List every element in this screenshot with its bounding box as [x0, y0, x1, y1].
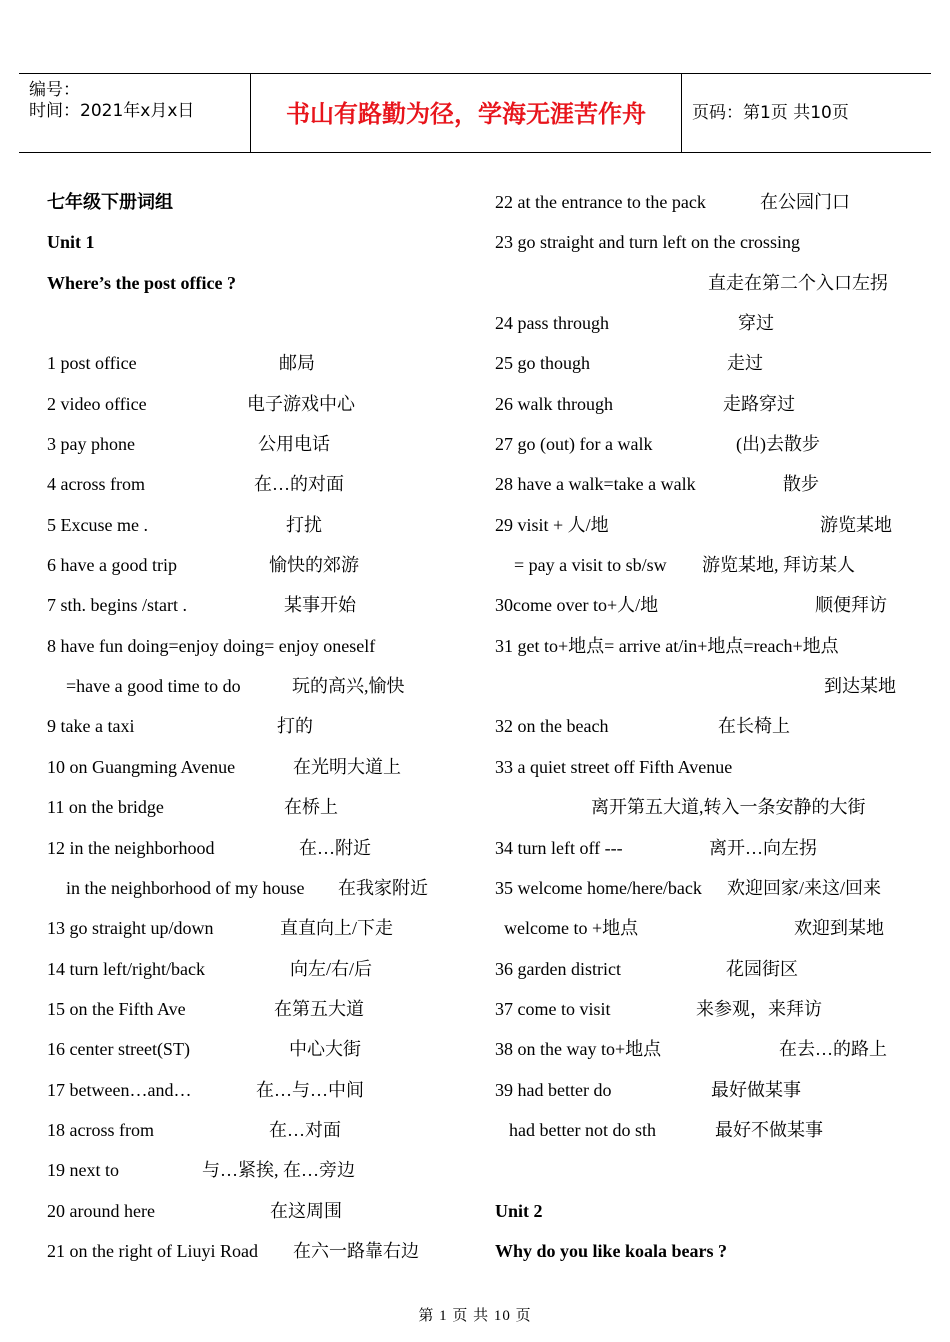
phrase-english: 13 go straight up/down [47, 918, 214, 939]
phrase-chinese: 邮局 [279, 353, 315, 374]
phrase-row [47, 545, 467, 585]
phrase-english: 23 go straight and turn left on the crossing [495, 232, 800, 253]
phrase-row [495, 706, 905, 746]
phrase-chinese: 离开第五大道,转入一条安静的大街 [591, 797, 866, 818]
phrase-row [495, 828, 905, 868]
phrase-row [47, 505, 467, 545]
phrase-chinese: 打的 [277, 716, 313, 737]
number-label: 编号： [29, 80, 80, 100]
phrase-row [495, 1110, 905, 1150]
phrase-row [47, 989, 467, 1029]
phrase-row [47, 666, 467, 706]
phrase-chinese: 顺便拜访 [815, 595, 887, 616]
phrase-english: 27 go (out) for a walk [495, 434, 653, 455]
phrase-english: 36 garden district [495, 958, 621, 979]
phrase-row [495, 545, 905, 585]
phrase-row [47, 908, 467, 948]
phrase-row [495, 908, 905, 948]
phrase-chinese: (出)去散步 [736, 434, 820, 455]
phrase-row [47, 787, 467, 827]
phrase-row [495, 666, 905, 706]
phrase-chinese: 欢迎回家/来这/回来 [727, 877, 882, 898]
phrase-row [47, 1191, 467, 1231]
phrase-chinese: 公用电话 [258, 434, 330, 455]
phrase-english: 21 on the right of Liuyi Road [47, 1240, 258, 1261]
phrase-row [47, 384, 467, 424]
phrase-chinese: 在…附近 [299, 837, 371, 858]
phrase-chinese: 直直向上/下走 [280, 918, 394, 939]
phrase-chinese: 直走在第二个入口左拐 [708, 272, 888, 293]
phrase-row [47, 1150, 467, 1190]
right-column [495, 182, 905, 1271]
section-heading: Where’s the post office ? [47, 272, 236, 293]
phrase-english: had better not do sth [509, 1119, 656, 1140]
phrase-row [495, 424, 905, 464]
phrase-chinese: 离开…向左拐 [709, 837, 817, 858]
phrase-row [495, 626, 905, 666]
phrase-row [47, 1110, 467, 1150]
phrase-row [47, 182, 467, 222]
phrase-row [495, 303, 905, 343]
phrase-chinese: 最好不做某事 [715, 1119, 823, 1140]
phrase-chinese: 与…紧挨, 在…旁边 [202, 1160, 355, 1181]
phrase-chinese: 散步 [783, 474, 819, 495]
phrase-row [47, 222, 467, 262]
section-heading: 七年级下册词组 [47, 192, 173, 212]
phrase-english: 2 video office [47, 393, 147, 414]
phrase-chinese: 玩的高兴,愉快 [292, 676, 405, 697]
phrase-chinese: 在六一路靠右边 [293, 1240, 419, 1261]
phrase-english: 24 pass through [495, 313, 609, 334]
phrase-row [47, 343, 467, 383]
phrase-row [47, 585, 467, 625]
header-motto-cell [251, 74, 682, 152]
document-header [19, 73, 931, 153]
phrase-row [495, 384, 905, 424]
phrase-english: 6 have a good trip [47, 555, 177, 576]
phrase-english: 14 turn left/right/back [47, 958, 205, 979]
phrase-english: 25 go though [495, 353, 591, 374]
phrase-row [495, 222, 905, 262]
phrase-row [495, 989, 905, 1029]
phrase-english: 7 sth. begins /start . [47, 595, 187, 616]
phrase-chinese: 愉快的郊游 [269, 555, 359, 576]
phrase-english: 19 next to [47, 1160, 119, 1181]
phrase-english: = pay a visit to sb/sw [514, 555, 667, 576]
phrase-english: 8 have fun doing=enjoy doing= enjoy oneself [47, 635, 376, 656]
phrase-row [495, 464, 905, 504]
page-footer: 第 1 页 共 10 页 [418, 1308, 532, 1324]
phrase-chinese: 电子游戏中心 [247, 393, 355, 414]
phrase-chinese: 最好做某事 [711, 1079, 801, 1100]
phrase-english: 11 on the bridge [47, 797, 164, 818]
phrase-row [47, 1070, 467, 1110]
phrase-row [47, 464, 467, 504]
phrase-chinese: 走路穿过 [723, 393, 795, 414]
phrase-chinese: 在…的对面 [254, 474, 344, 495]
phrase-english: 17 between…and… [47, 1079, 192, 1100]
phrase-chinese: 向左/右/后 [290, 958, 373, 979]
phrase-row [495, 182, 905, 222]
phrase-english: 26 walk through [495, 393, 613, 414]
phrase-chinese: 走过 [727, 353, 763, 374]
phrase-english: welcome to +地点 [504, 918, 639, 939]
phrase-row [495, 1029, 905, 1069]
section-heading: Unit 1 [47, 232, 95, 253]
phrase-chinese: 在去…的路上 [779, 1039, 887, 1060]
phrase-row [47, 706, 467, 746]
phrase-chinese: 在光明大道上 [293, 756, 401, 777]
phrase-row [495, 1231, 905, 1271]
phrase-chinese: 在我家附近 [338, 877, 428, 898]
phrase-english: 18 across from [47, 1119, 154, 1140]
phrase-row [495, 1150, 905, 1190]
phrase-chinese: 欢迎到某地 [794, 918, 884, 939]
phrase-chinese: 到达某地 [824, 676, 896, 697]
phrase-row [495, 585, 905, 625]
phrase-english: 38 on the way to+地点 [495, 1039, 662, 1060]
phrase-english: 4 across from [47, 474, 145, 495]
phrase-english: 34 turn left off --- [495, 837, 623, 858]
phrase-chinese: 游览某地, 拜访某人 [702, 555, 855, 576]
left-column [47, 182, 467, 1271]
phrase-chinese: 在长椅上 [718, 716, 790, 737]
phrase-row [47, 949, 467, 989]
phrase-english: 37 come to visit [495, 998, 611, 1019]
phrase-row [495, 343, 905, 383]
motto: 书山有路勤为径，学海无涯苦作舟 [286, 100, 646, 128]
phrase-row [47, 747, 467, 787]
phrase-row [47, 424, 467, 464]
phrase-chinese: 在…与…中间 [256, 1079, 364, 1100]
phrase-chinese: 在公园门口 [760, 192, 850, 212]
phrase-row [47, 303, 467, 343]
phrase-chinese: 来参观，来拜访 [696, 998, 822, 1019]
phrase-row [47, 626, 467, 666]
phrase-english: 28 have a walk=take a walk [495, 474, 696, 495]
phrase-chinese: 在这周围 [270, 1200, 342, 1221]
phrase-row [47, 1231, 467, 1271]
phrase-chinese: 在桥上 [284, 797, 338, 818]
phrase-chinese: 打扰 [286, 514, 322, 535]
phrase-english: 5 Excuse me . [47, 514, 148, 535]
time-label: 时间：2021年x月x日 [29, 101, 195, 121]
phrase-chinese: 中心大街 [289, 1039, 361, 1060]
phrase-row [495, 263, 905, 303]
phrase-row [495, 747, 905, 787]
phrase-row [47, 828, 467, 868]
phrase-row [47, 868, 467, 908]
phrase-chinese: 花园街区 [726, 958, 798, 979]
phrase-chinese: 某事开始 [284, 595, 356, 616]
phrase-english: 12 in the neighborhood [47, 837, 215, 858]
phrase-english: 16 center street(ST) [47, 1039, 190, 1060]
header-page-cell [682, 74, 931, 152]
page-info: 页码：第1页 共10页 [692, 103, 849, 123]
section-heading: Unit 2 [495, 1200, 543, 1221]
section-heading: Why do you like koala bears ? [495, 1240, 728, 1261]
phrase-chinese: 穿过 [738, 313, 774, 334]
phrase-english: 29 visit + 人/地 [495, 514, 609, 535]
phrase-english: 39 had better do [495, 1079, 612, 1100]
phrase-row [47, 263, 467, 303]
phrase-chinese: 在…对面 [269, 1119, 341, 1140]
phrase-chinese: 游览某地 [820, 514, 892, 535]
phrase-english: 33 a quiet street off Fifth Avenue [495, 756, 733, 777]
phrase-chinese: 在第五大道 [274, 998, 364, 1019]
phrase-english: in the neighborhood of my house [66, 877, 305, 898]
phrase-row [47, 1029, 467, 1069]
phrase-english: 31 get to+地点= arrive at/in+地点=reach+地点 [495, 635, 839, 656]
phrase-row [495, 868, 905, 908]
phrase-english: 35 welcome home/here/back [495, 877, 702, 898]
phrase-english: 32 on the beach [495, 716, 609, 737]
phrase-english: 22 at the entrance to the pack [495, 192, 706, 212]
phrase-english: =have a good time to do [66, 676, 241, 697]
phrase-english: 3 pay phone [47, 434, 135, 455]
phrase-english: 10 on Guangming Avenue [47, 756, 236, 777]
phrase-row [495, 1191, 905, 1231]
phrase-english: 1 post office [47, 353, 137, 374]
phrase-english: 20 around here [47, 1200, 155, 1221]
phrase-row [495, 505, 905, 545]
phrase-row [495, 787, 905, 827]
phrase-english: 30come over to+人/地 [495, 595, 659, 616]
phrase-row [495, 1070, 905, 1110]
phrase-english: 15 on the Fifth Ave [47, 998, 186, 1019]
phrase-row [495, 949, 905, 989]
phrase-english: 9 take a taxi [47, 716, 135, 737]
header-meta-cell [19, 74, 251, 152]
